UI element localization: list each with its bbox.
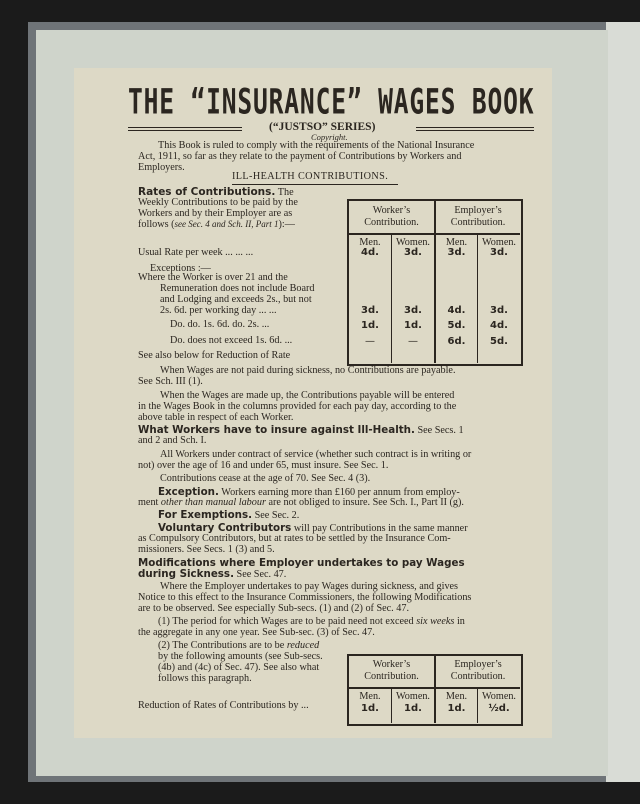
p2-line-2: in the Wages Book in the columns provided for each pay day, according to the	[138, 401, 457, 412]
t2-c4: ½d.	[488, 703, 510, 714]
rates-line-2: Workers and by their Employer are as	[138, 208, 293, 219]
intro-line-2: Act, 1911, so far as they relate to the payment of Contributions by Workers and	[138, 151, 462, 162]
t1-employer-header-2: Contribution.	[450, 217, 506, 228]
p1-line-1: When Wages are not paid during sickness, no Contributions are payable.	[160, 365, 456, 376]
p7-line-4: follows this paragraph.	[158, 673, 252, 684]
t1-r4-c1: —	[365, 336, 375, 347]
follows-post: ):—	[278, 219, 295, 230]
follows-pre: follows (	[138, 219, 175, 230]
copyright-label: Copyright.	[311, 132, 348, 142]
exception-line-2	[138, 498, 464, 508]
do-line-2: Do. does not exceed 1s. 6d. ...	[170, 335, 293, 346]
where-line-1: Where the Worker is over 21 and the	[138, 272, 288, 283]
modifications-tail: See Sec. 47.	[233, 569, 287, 580]
exception-tail: Workers earning more than £160 per annum from employ-	[218, 487, 460, 498]
exception-l2-post: are not obliged to insure. See Sch. I., Part II (g).	[265, 497, 464, 508]
p7-pre: (2) The Contributions are to be	[158, 640, 287, 651]
p6-post: in	[454, 616, 465, 627]
section-title-underline	[232, 184, 398, 185]
t1-r3-c2: 1d.	[404, 320, 422, 331]
table2-header-rule	[348, 687, 520, 689]
p6-line-2: the aggregate in any one year. See Sub-sec. (3) of Sec. 47.	[138, 627, 375, 638]
where-line-4: 2s. 6d. per working day ... ...	[160, 305, 277, 316]
exemptions-tail: See Sec. 2.	[252, 510, 300, 521]
t1-sub-women-worker: Women.	[396, 237, 430, 248]
section-title: ILL-HEALTH CONTRIBUTIONS.	[232, 171, 389, 182]
what-heading: What Workers have to insure against Ill-Health.	[138, 424, 415, 436]
intro-line-3: Employers.	[138, 162, 185, 173]
what-line-2: and 2 and Sch. I.	[138, 435, 207, 446]
exemptions-heading: For Exemptions.	[158, 509, 253, 521]
t2-employer-header-1: Employer’s	[454, 659, 502, 670]
p7-line-2: by the following amounts (see Sub-secs.	[158, 651, 323, 662]
modifications-heading-1: Modifications where Employer undertakes to pay Wages	[138, 557, 465, 569]
t1-sub-men-worker: Men.	[359, 237, 381, 248]
modifications-heading-2-line	[138, 569, 286, 580]
p3-line-1: All Workers under contract of service (whether such contract is in writing or	[160, 449, 472, 460]
p2-line-3: above table in respect of each Worker.	[138, 412, 294, 423]
t1-r3-c3: 5d.	[447, 320, 466, 331]
modifications-heading-2: during Sickness.	[138, 568, 234, 580]
t1-employer-header-1: Employer’s	[454, 205, 502, 216]
t2-worker-header-1: Worker’s	[372, 659, 411, 670]
page-title: THE “INSURANCE” WAGES BOOK	[128, 82, 535, 123]
rates-follows-line	[138, 220, 295, 230]
t2-sub-men-worker: Men.	[359, 691, 381, 702]
t1-r1-c3: 3d.	[447, 247, 466, 258]
book-spine-edge	[606, 22, 640, 782]
p7-italic: reduced	[286, 640, 320, 651]
exception-l2-pre: ment	[138, 497, 161, 508]
rates-heading-tail: The	[275, 187, 294, 198]
what-tail: See Secs. 1	[414, 425, 464, 436]
t1-r2-c1: 3d.	[361, 305, 379, 316]
where-line-3: and Lodging and exceeds 2s., but not	[160, 294, 312, 305]
t2-worker-header-2: Contribution.	[364, 671, 419, 682]
exception-l2-italic: other than manual labour	[160, 497, 266, 508]
t1-r1-c4: 3d.	[490, 247, 508, 258]
t1-r2-c2: 3d.	[404, 305, 422, 316]
series-label: (“JUSTSO” SERIES)	[269, 121, 376, 133]
p5-line-3: are to be observed. See especially Sub-secs. (1) and (2) of Sec. 47.	[138, 603, 410, 614]
title-rule-right	[416, 127, 534, 131]
t1-r1-c2: 3d.	[404, 247, 422, 258]
p5-line-2: Notice to this effect to the Insurance Commissioners, the following Modifications	[138, 592, 472, 603]
t1-r1-c1: 4d.	[361, 247, 379, 258]
t2-employer-header-2: Contribution.	[450, 671, 506, 682]
t1-r3-c1: 1d.	[361, 320, 379, 331]
p4-line: Contributions cease at the age of 70. See Sec. 4 (3).	[160, 473, 371, 484]
where-line-2: Remuneration does not include Board	[160, 283, 315, 294]
p6-pre: (1) The period for which Wages are to be paid need not exceed	[158, 616, 417, 627]
see-also-line: See also below for Reduction of Rate	[138, 350, 291, 361]
rates-line-1: Weekly Contributions to be paid by the	[138, 197, 298, 208]
t2-sub-women-worker: Women.	[396, 691, 430, 702]
exemptions-line	[158, 510, 299, 521]
voluntary-line-2: as Compulsory Contributors, but at rates to be settled by the Insurance Com-	[138, 533, 451, 544]
exceptions-label: Exceptions :—	[150, 263, 211, 274]
p3-line-2: not) over the age of 16 and under 65, must insure. See Sec. 1.	[138, 460, 389, 471]
rates-heading: Rates of Contributions.	[138, 186, 276, 198]
t2-sub-women-employer: Women.	[482, 691, 516, 702]
voluntary-heading: Voluntary Contributors	[158, 522, 292, 534]
p1-line-2: See Sch. III (1).	[138, 376, 203, 387]
t2-c3: 1d.	[447, 703, 466, 714]
reduction-label: Reduction of Rates of Contributions by ...	[138, 700, 309, 711]
t1-r2-c4: 3d.	[490, 305, 508, 316]
exception-heading: Exception.	[158, 486, 219, 498]
follows-ref: see Sec. 4 and Sch. II, Part 1	[174, 219, 279, 229]
title-rule-left	[128, 127, 242, 131]
p7-line-3: (4b) and (4c) of Sec. 47). See also what	[158, 662, 320, 673]
voluntary-line-3: missioners. See Secs. 1 (3) and 5.	[138, 544, 275, 555]
t1-r4-c3: 6d.	[447, 336, 466, 347]
table1-header-rule	[348, 233, 520, 235]
p5-line-1: Where the Employer undertakes to pay Wages during sickness, and gives	[160, 581, 459, 592]
t2-c2: 1d.	[404, 703, 422, 714]
p6-line-1	[158, 617, 465, 627]
p7-line-1	[158, 641, 319, 651]
t1-sub-men-employer: Men.	[445, 237, 468, 248]
t1-worker-header-1: Worker’s	[372, 205, 411, 216]
t1-r3-c4: 4d.	[490, 320, 508, 331]
intro-line-1: This Book is ruled to comply with the requirements of the National Insurance	[158, 140, 475, 151]
t1-worker-header-2: Contribution.	[364, 217, 419, 228]
t1-r2-c3: 4d.	[447, 305, 466, 316]
t2-sub-men-employer: Men.	[445, 691, 468, 702]
do-line-1: Do. do. 1s. 6d. do. 2s. ...	[170, 319, 270, 330]
t1-r4-c2: —	[408, 336, 418, 347]
p6-italic: six weeks	[416, 616, 455, 627]
p2-line-1: When the Wages are made up, the Contributions payable will be entered	[160, 390, 455, 401]
usual-rate-label: Usual Rate per week ... ... ...	[138, 247, 254, 258]
t2-c1: 1d.	[361, 703, 379, 714]
t1-sub-women-employer: Women.	[482, 237, 516, 248]
voluntary-tail: will pay Contributions in the same manner	[291, 523, 468, 534]
t1-r4-c4: 5d.	[490, 336, 508, 347]
